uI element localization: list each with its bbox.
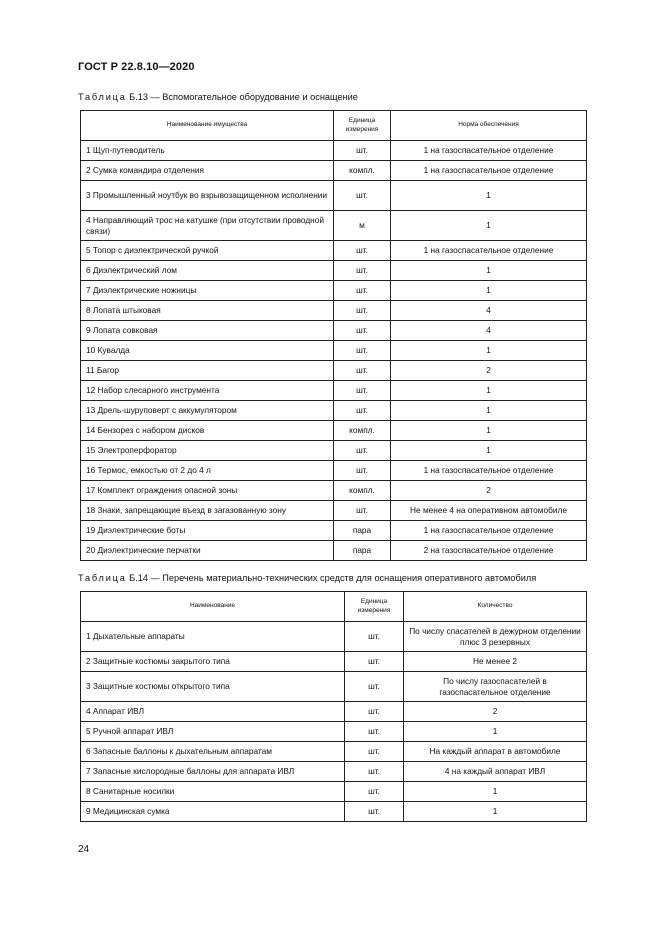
table-b14-caption-text: Б.14 — Перечень материально-технических средств для оснащения оперативного автомобиля	[126, 573, 537, 583]
table-b13-row	[81, 141, 587, 161]
table-b13-row	[81, 461, 587, 481]
table-b13-caption-prefix: Таблица	[78, 92, 127, 102]
table-b13-cell-unit: шт.	[334, 381, 391, 401]
table-b13-cell-unit: м	[334, 211, 391, 241]
table-b13-cell-item-name: 7 Диэлектрические ножницы	[81, 281, 334, 301]
table-b13-cell-item-name: 4 Направляющий трос на катушке (при отсутствии проводной связи)	[81, 211, 334, 241]
table-b13-row	[81, 441, 587, 461]
table-b13-cell-item-name: 6 Диэлектрический лом	[81, 261, 334, 281]
table-b13-row	[81, 181, 587, 211]
table-b13-cell-item-name: 13 Дрель-шуруповерт с аккумулятором	[81, 401, 334, 421]
table-b14-cell-quantity: 1	[404, 782, 587, 802]
table-b13-cell-quantity: 4	[391, 321, 587, 341]
table-b13-cell-item-name: 16 Термос, емкостью от 2 до 4 л	[81, 461, 334, 481]
table-b14-cell-item-name: 8 Санитарные носилки	[81, 782, 345, 802]
table-b13-cell-quantity: 1 на газоспасательное отделение	[391, 241, 587, 261]
table-b13-cell-quantity: 2	[391, 481, 587, 501]
table-b14-cell-item-name: 9 Медицинская сумка	[81, 802, 345, 822]
table-b14-cell-unit: шт.	[345, 762, 404, 782]
table-b14-body	[81, 622, 587, 822]
table-b13-row	[81, 481, 587, 501]
table-b13-cell-unit: пара	[334, 541, 391, 561]
table-b13-row	[81, 381, 587, 401]
table-b14-cell-unit: шт.	[345, 742, 404, 762]
table-b13-cell-unit: шт.	[334, 461, 391, 481]
table-b13-cell-unit: пара	[334, 521, 391, 541]
table-b14-row	[81, 652, 587, 672]
table-b13-cell-quantity: 4	[391, 301, 587, 321]
table-b14-header-unit: Единица измерения	[345, 592, 404, 622]
table-b14-cell-item-name: 6 Запасные баллоны к дыхательным аппаратам	[81, 742, 345, 762]
table-b13-cell-quantity: 1	[391, 421, 587, 441]
table-b13-cell-quantity: 2	[391, 361, 587, 381]
table-b13-header-unit: Единица измерения	[334, 111, 391, 141]
table-b13-cell-quantity: 1 на газоспасательное отделение	[391, 141, 587, 161]
table-b14-header-name: Наименование	[81, 592, 345, 622]
table-b14-cell-quantity: По числу спасателей в дежурном отделении плюс 3 резервных	[404, 622, 587, 652]
table-b14-row	[81, 742, 587, 762]
table-b13-cell-quantity: 1	[391, 341, 587, 361]
table-b14	[80, 591, 587, 822]
table-b14-cell-unit: шт.	[345, 702, 404, 722]
table-b13-row	[81, 301, 587, 321]
table-b14-cell-quantity: Не менее 2	[404, 652, 587, 672]
table-b14-cell-quantity: 1	[404, 802, 587, 822]
table-b13-cell-unit: компл.	[334, 481, 391, 501]
table-b13-cell-item-name: 12 Набор слесарного инструмента	[81, 381, 334, 401]
table-b13-cell-quantity: 1 на газоспасательное отделение	[391, 161, 587, 181]
page-number: 24	[78, 844, 90, 855]
table-b14-cell-quantity: На каждый аппарат в автомобиле	[404, 742, 587, 762]
table-b13-cell-unit: шт.	[334, 321, 391, 341]
table-b14-cell-unit: шт.	[345, 672, 404, 702]
table-b14-cell-item-name: 4 Аппарат ИВЛ	[81, 702, 345, 722]
table-b14-cell-unit: шт.	[345, 722, 404, 742]
table-b14-cell-unit: шт.	[345, 802, 404, 822]
table-b13-cell-item-name: 5 Топор с диэлектрической ручкой	[81, 241, 334, 261]
table-b13-cell-item-name: 1 Щуп-путеводитель	[81, 141, 334, 161]
table-b13-row	[81, 541, 587, 561]
table-b14-row	[81, 782, 587, 802]
table-b14-row	[81, 722, 587, 742]
table-b13-cell-item-name: 19 Диэлектрические боты	[81, 521, 334, 541]
table-b13-cell-item-name: 8 Лопата штыковая	[81, 301, 334, 321]
table-b14-cell-item-name: 7 Запасные кислородные баллоны для аппарата ИВЛ	[81, 762, 345, 782]
table-b14-cell-item-name: 5 Ручной аппарат ИВЛ	[81, 722, 345, 742]
table-b13-cell-unit: компл.	[334, 421, 391, 441]
table-b13-cell-quantity: 1	[391, 281, 587, 301]
table-b14-header-qty: Количество	[404, 592, 587, 622]
table-b13-cell-unit: шт.	[334, 181, 391, 211]
table-b13-row	[81, 241, 587, 261]
table-b13-row	[81, 361, 587, 381]
table-b13-cell-unit: шт.	[334, 341, 391, 361]
table-b13-cell-quantity: 1	[391, 401, 587, 421]
table-b13-cell-unit: шт.	[334, 501, 391, 521]
table-b14-cell-unit: шт.	[345, 782, 404, 802]
table-b14-caption-prefix: Таблица	[78, 573, 127, 583]
table-b13-row	[81, 261, 587, 281]
table-b14-row	[81, 672, 587, 702]
table-b13-cell-quantity: 1	[391, 261, 587, 281]
table-b13-cell-unit: шт.	[334, 281, 391, 301]
table-b13-cell-quantity: 1	[391, 181, 587, 211]
table-b13-header-norm: Норма обеспечения	[391, 111, 587, 141]
table-b13-cell-unit: шт.	[334, 361, 391, 381]
table-b13-cell-item-name: 15 Электроперфоратор	[81, 441, 334, 461]
table-b13-cell-quantity: Не менее 4 на оперативном автомобиле	[391, 501, 587, 521]
table-b13-cell-quantity: 1 на газоспасательное отделение	[391, 461, 587, 481]
table-b13-cell-item-name: 17 Комплект ограждения опасной зоны	[81, 481, 334, 501]
table-b13-cell-item-name: 18 Знаки, запрещающие въезд в загазованную зону	[81, 501, 334, 521]
table-b13-cell-item-name: 9 Лопата совковая	[81, 321, 334, 341]
table-b13-cell-unit: шт.	[334, 401, 391, 421]
table-b13-row	[81, 281, 587, 301]
table-b13-row	[81, 401, 587, 421]
table-b14-caption	[78, 573, 536, 583]
table-b13-cell-quantity: 1	[391, 381, 587, 401]
table-b14-cell-quantity: 4 на каждый аппарат ИВЛ	[404, 762, 587, 782]
table-b14-cell-unit: шт.	[345, 622, 404, 652]
table-b13-cell-quantity: 1	[391, 211, 587, 241]
table-b14-cell-item-name: 3 Защитные костюмы открытого типа	[81, 672, 345, 702]
table-b13-cell-quantity: 2 на газоспасательное отделение	[391, 541, 587, 561]
table-b13-row	[81, 321, 587, 341]
table-b13-cell-unit: шт.	[334, 241, 391, 261]
table-b13-cell-unit: шт.	[334, 141, 391, 161]
table-b14-cell-quantity: 1	[404, 722, 587, 742]
table-b14-row	[81, 622, 587, 652]
table-b13-cell-unit: шт.	[334, 301, 391, 321]
table-b13-cell-unit: компл.	[334, 161, 391, 181]
table-b13-cell-item-name: 20 Диэлектрические перчатки	[81, 541, 334, 561]
table-b14-row	[81, 702, 587, 722]
table-b13-caption	[78, 92, 358, 102]
table-b14-cell-item-name: 1 Дыхательные аппараты	[81, 622, 345, 652]
table-b13-row	[81, 421, 587, 441]
table-b14-row	[81, 802, 587, 822]
table-b13-row	[81, 521, 587, 541]
table-b13-body	[81, 141, 587, 561]
table-b13-header-name: Наименование имущества	[81, 111, 334, 141]
table-b13-cell-unit: шт.	[334, 261, 391, 281]
table-b14-cell-item-name: 2 Защитные костюмы закрытого типа	[81, 652, 345, 672]
table-b13-cell-item-name: 2 Сумка командира отделения	[81, 161, 334, 181]
table-b14-cell-unit: шт.	[345, 652, 404, 672]
table-b13-caption-text: Б.13 — Вспомогательное оборудование и оснащение	[126, 92, 358, 102]
table-b13-cell-item-name: 10 Кувалда	[81, 341, 334, 361]
table-b13-cell-quantity: 1	[391, 441, 587, 461]
table-b13-row	[81, 161, 587, 181]
table-b13-cell-item-name: 14 Бензорез с набором дисков	[81, 421, 334, 441]
table-b13-cell-item-name: 11 Багор	[81, 361, 334, 381]
table-b14-row	[81, 762, 587, 782]
table-b14-cell-quantity: 2	[404, 702, 587, 722]
table-b13	[80, 110, 587, 561]
document-code: ГОСТ Р 22.8.10—2020	[78, 61, 195, 73]
table-b13-cell-unit: шт.	[334, 441, 391, 461]
table-b13-cell-item-name: 3 Промышленный ноутбук во взрывозащищенном исполнении	[81, 181, 334, 211]
table-b13-row	[81, 341, 587, 361]
table-b13-row	[81, 501, 587, 521]
table-b14-cell-quantity: По числу газоспасателей в газоспасательное отделение	[404, 672, 587, 702]
table-b13-row	[81, 211, 587, 241]
table-b13-cell-quantity: 1 на газоспасательное отделение	[391, 521, 587, 541]
